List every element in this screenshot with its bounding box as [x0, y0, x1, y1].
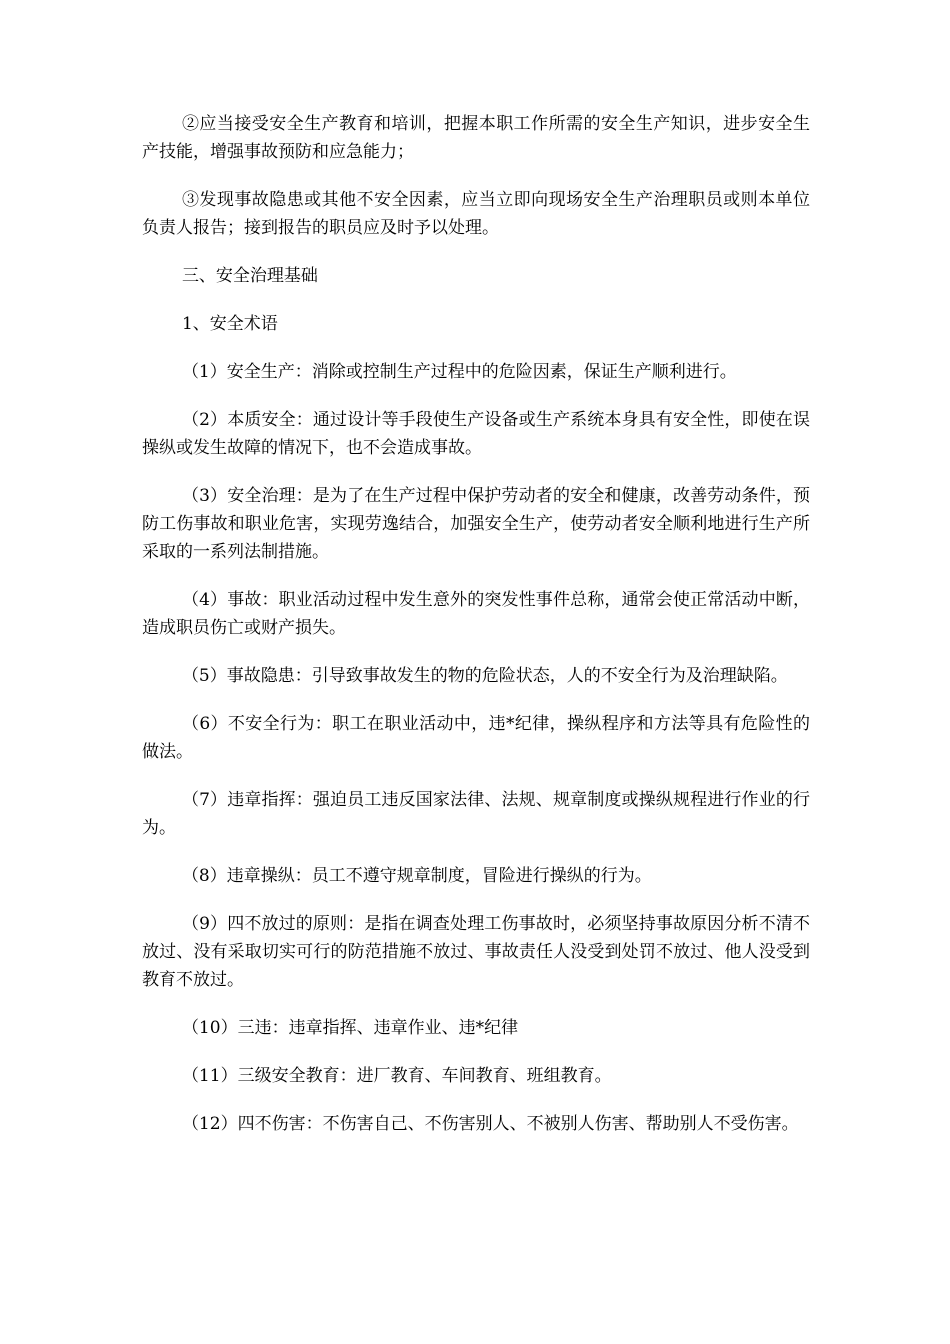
term-intrinsic-safety: （2）本质安全：通过设计等手段使生产设备或生产系统本身具有安全性，即使在误操纵或发生故障的情况下，也不会造成事故。: [142, 410, 810, 458]
term-illegal-operation: （8）违章操纵：员工不遵守规章制度，冒险进行操纵的行为。: [181, 866, 652, 886]
term-unsafe-behavior: （6）不安全行为：职工在职业活动中，违*纪律，操纵程序和方法等具有危险性的做法。: [142, 714, 810, 762]
term-four-no-harm: （12）四不伤害：不伤害自己、不伤害别人、不被别人伤害、帮助别人不受伤害。: [181, 1114, 799, 1134]
term-four-not-letting-go: （9）四不放过的原则：是指在调查处理工伤事故时，必须坚持事故原因分析不清不放过、没有采取切实可行的防范措施不放过、事故责任人没受到处罚不放过、他人没受到教育不放过。: [142, 914, 810, 990]
term-three-violations: （10）三违：违章指挥、违章作业、违*纪律: [181, 1018, 519, 1038]
term-illegal-command: （7）违章指挥：强迫员工违反国家法律、法规、规章制度或操纵规程进行作业的行为。: [142, 790, 810, 838]
term-safe-production: （1）安全生产：消除或控制生产过程中的危险因素，保证生产顺利进行。: [181, 362, 737, 382]
paragraph-duty-2: ②应当接受安全生产教育和培训，把握本职工作所需的安全生产知识，进步安全生产技能，增强事故预防和应急能力；: [142, 114, 810, 162]
term-safety-management: （3）安全治理：是为了在生产过程中保护劳动者的安全和健康，改善劳动条件，预防工伤事故和职业危害，实现劳逸结合，加强安全生产，使劳动者安全顺利地进行生产所采取的一系列法制措施。: [142, 486, 810, 562]
subsection-heading-safety-terms: 1、安全术语: [181, 314, 278, 334]
term-accident: （4）事故：职业活动过程中发生意外的突发性事件总称，通常会使正常活动中断，造成职员伤亡或财产损失。: [142, 590, 810, 638]
paragraph-duty-3: ③发现事故隐患或其他不安全因素，应当立即向现场安全生产治理职员或则本单位负责人报告；接到报告的职员应及时予以处理。: [142, 190, 810, 238]
document-page: [142, 110, 810, 1158]
section-heading-safety-management-basics: 三、安全治理基础: [181, 266, 318, 286]
term-three-level-education: （11）三级安全教育：进厂教育、车间教育、班组教育。: [181, 1066, 612, 1086]
term-accident-hazard: （5）事故隐患：引导致事故发生的物的危险状态，人的不安全行为及治理缺陷。: [181, 666, 788, 686]
